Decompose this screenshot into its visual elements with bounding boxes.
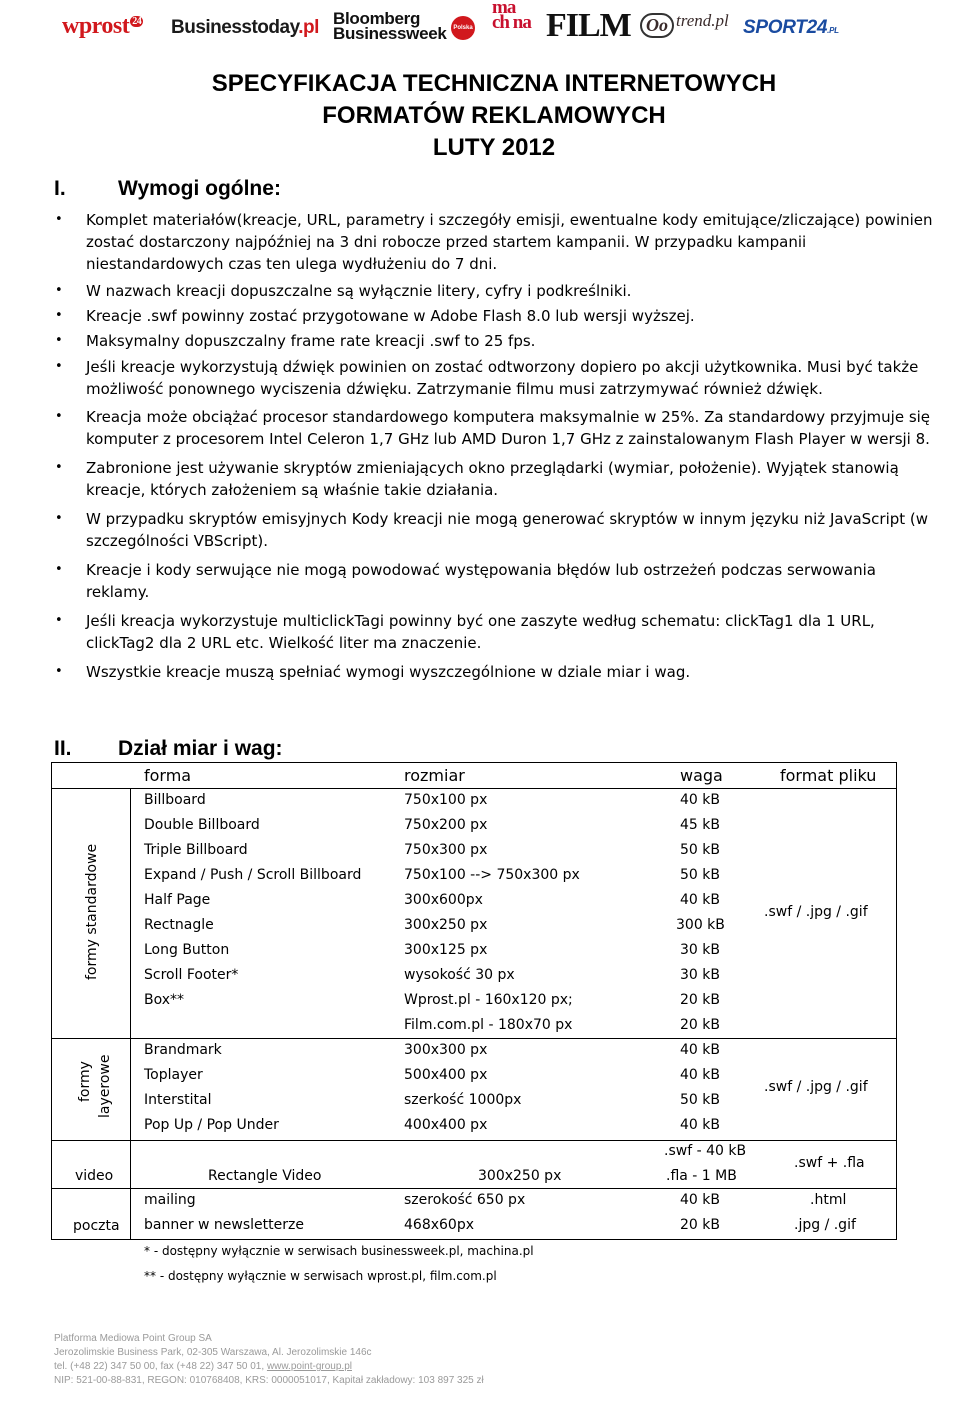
businesstoday-logo-text: Businesstoday — [171, 17, 299, 38]
table-cell-waga: 20 kB — [680, 992, 720, 1008]
bloomberg-logo-line1: Bloomberg — [333, 9, 421, 28]
table-border-left — [51, 762, 52, 1240]
company-footer — [54, 1332, 484, 1388]
table-cell-rozmiar: 750x100 px — [404, 792, 488, 808]
header-waga: waga — [680, 766, 723, 785]
table-cell-waga: 40 kB — [680, 1042, 720, 1058]
table-cell-waga: 40 kB — [680, 1192, 720, 1208]
section-1-title: Wymogi ogólne: — [118, 177, 281, 200]
table-cell-waga: 30 kB — [680, 967, 720, 983]
table-cell-rozmiar: 300x250 px — [404, 917, 488, 933]
wprost-logo-text: wprost — [62, 13, 130, 39]
table-cell-forma: Rectangle Video — [208, 1168, 322, 1184]
table-cell-rozmiar: 750x100 --> 750x300 px — [404, 867, 580, 883]
table-cell-rozmiar: szerkość 1000px — [404, 1092, 522, 1108]
businesstoday-logo-tld: .pl — [298, 17, 319, 38]
header-rozmiar: rozmiar — [404, 766, 465, 785]
group-label-video: video — [75, 1168, 114, 1184]
table-cell-waga: 50 kB — [680, 1092, 720, 1108]
wprost-logo-badge: 24 — [132, 16, 142, 27]
group-column-divider — [130, 788, 131, 1240]
title-line-2: FORMATÓW REKLAMOWYCH — [322, 102, 666, 129]
table-cell-rozmiar: Film.com.pl - 180x70 px — [404, 1017, 573, 1033]
table-cell-forma: Billboard — [144, 792, 206, 808]
table-cell-waga: 20 kB — [680, 1217, 720, 1233]
group-divider-video — [51, 1140, 897, 1141]
table-cell-rozmiar: 400x400 px — [404, 1117, 488, 1133]
group-divider-poczta — [51, 1188, 897, 1189]
footnote-2: ** - dostępny wyłącznie w serwisach wprost.pl, film.com.pl — [144, 1269, 497, 1283]
table-cell-format: .html — [810, 1192, 847, 1208]
table-cell-rozmiar: 300x300 px — [404, 1042, 488, 1058]
footer-phone-fax: tel. (+48 22) 347 50 00, fax (+48 22) 347 50 01, — [54, 1361, 267, 1372]
table-cell-forma: Box** — [144, 992, 185, 1008]
table-cell-rozmiar: szerokość 650 px — [404, 1192, 526, 1208]
table-cell-rozmiar: 300x600px — [404, 892, 483, 908]
sport24-logo-tld: .PL — [827, 26, 839, 35]
table-cell-forma: Double Billboard — [144, 817, 260, 833]
table-border-top — [51, 762, 897, 763]
table-cell-forma: banner w newsletterze — [144, 1217, 304, 1233]
requirement-item: • Zabronione jest używanie skryptów zmieniających okno przeglądarki (wymiar, położenie). Wyjątek stanowią kreacje, których założeniem są właśnie takie działania. — [54, 457, 934, 501]
section-1-number: I. — [54, 177, 66, 200]
table-cell-format-video: .swf + .fla — [794, 1155, 865, 1171]
requirement-item: • W nazwach kreacji dopuszczalne są wyłącznie litery, cyfry i podkreślniki. — [54, 280, 934, 302]
group-divider-layer — [51, 1038, 897, 1039]
table-cell-waga: 50 kB — [680, 867, 720, 883]
table-cell-forma: mailing — [144, 1192, 196, 1208]
group-label-standard: formy standardowe — [84, 843, 100, 980]
table-cell-rozmiar: 500x400 px — [404, 1067, 488, 1083]
table-cell-forma: Scroll Footer* — [144, 967, 239, 983]
table-cell-rozmiar: 300x125 px — [404, 942, 488, 958]
table-cell-forma: Triple Billboard — [144, 842, 248, 858]
footer-address: Jerozolimskie Business Park, 02-305 Warszawa, Al. Jerozolimskie 146c — [54, 1347, 372, 1358]
table-cell-format-standard: .swf / .jpg / .gif — [764, 904, 868, 920]
requirement-item: • Wszystkie kreacje muszą spełniać wymogi wyszczególnione w dziale miar i wag. — [54, 661, 934, 683]
requirement-item: • Jeśli kreacja wykorzystuje multiclickTagi powinny być one zaszyte według schematu: clickTag1 dla 1 URL, clickTag2 dla 2 URL etc. Wielkość liter ma znaczenie. — [54, 610, 934, 654]
table-cell-waga: .fla - 1 MB — [666, 1168, 737, 1184]
table-cell-rozmiar: 750x300 px — [404, 842, 488, 858]
requirement-item: • Maksymalny dopuszczalny frame rate kreacji .swf to 25 fps. — [54, 330, 934, 352]
table-cell-waga: 300 kB — [676, 917, 725, 933]
table-cell-waga: 20 kB — [680, 1017, 720, 1033]
table-cell-waga: .swf - 40 kB — [664, 1143, 747, 1159]
requirement-item: • Kreacje .swf powinny zostać przygotowane w Adobe Flash 8.0 lub wersji wyższej. — [54, 305, 934, 327]
sport24-logo-text: SPORT24 — [743, 17, 828, 38]
table-cell-waga: 40 kB — [680, 892, 720, 908]
film-logo: FILM — [546, 7, 631, 44]
section-2-number: II. — [54, 737, 72, 760]
table-border-bottom — [51, 1239, 897, 1240]
table-border-right — [896, 762, 897, 1240]
table-cell-forma: Brandmark — [144, 1042, 222, 1058]
group-label-layer-2: layerowe — [97, 1054, 113, 1118]
table-cell-waga: 40 kB — [680, 1117, 720, 1133]
table-cell-waga: 50 kB — [680, 842, 720, 858]
requirement-item: • W przypadku skryptów emisyjnych Kody kreacji nie mogą generować skryptów w innym języku niż JavaScript (w szczególności VBScript). — [54, 508, 934, 552]
requirement-item: • Jeśli kreacje wykorzystują dźwięk powinien on zostać odtworzony dopiero po akcji użytkownika. Musi być także możliwość ponownego wyciszenia dźwięku. Zatrzymanie filmu musi zatrzymywać również dźwięk. — [54, 356, 934, 400]
group-label-poczta: poczta — [73, 1218, 120, 1234]
requirement-item: • Kreacja może obciążać procesor standardowego komputera maksymalnie w 25%. Za standardowy przyjmuje się komputer z procesorem Intel Celeron 1,7 GHz lub AMD Duron 1,7 GHz z zainstalowanym Flash Player w wersji 8. — [54, 406, 934, 450]
table-cell-waga: 30 kB — [680, 942, 720, 958]
header-divider — [51, 788, 897, 789]
footer-company-name: Platforma Mediowa Point Group SA — [54, 1333, 212, 1344]
footer-contact — [54, 1360, 484, 1374]
table-cell-rozmiar: 468x60px — [404, 1217, 474, 1233]
table-cell-rozmiar: wysokość 30 px — [404, 967, 515, 983]
table-cell-forma: Interstital — [144, 1092, 212, 1108]
table-cell-rozmiar: Wprost.pl - 160x120 px; — [404, 992, 573, 1008]
trend-logo-text: trend.pl — [676, 11, 729, 30]
table-cell-waga: 40 kB — [680, 1067, 720, 1083]
table-cell-forma: Half Page — [144, 892, 211, 908]
title-line-1: SPECYFIKACJA TECHNICZNA INTERNETOWYCH — [211, 70, 777, 97]
table-cell-format: .jpg / .gif — [794, 1217, 856, 1233]
group-label-layer-1: formy — [77, 1061, 93, 1102]
table-cell-forma: Long Button — [144, 942, 230, 958]
bloomberg-logo-line2: Businessweek — [333, 24, 447, 43]
table-cell-forma: Expand / Push / Scroll Billboard — [144, 867, 362, 883]
footer-registration: NIP: 521-00-88-831, REGON: 010768408, KRS: 0000051017, Kapitał zakładowy: 103 897 325 zł — [54, 1375, 484, 1386]
machina-logo: ma ch na — [492, 0, 531, 33]
table-cell-format-layer: .swf / .jpg / .gif — [764, 1079, 868, 1095]
header-format-pliku: format pliku — [780, 766, 877, 785]
requirement-item: • Kreacje i kody serwujące nie mogą powodować występowania błędów lub ostrzeżeń podczas serwowania reklamy. — [54, 559, 934, 603]
section-2-title: Dział miar i wag: — [118, 737, 283, 760]
trend-logo-mark: Oo — [640, 13, 674, 38]
table-cell-waga: 40 kB — [680, 792, 720, 808]
table-cell-forma: Rectnagle — [144, 917, 214, 933]
table-cell-rozmiar: 300x250 px — [478, 1168, 562, 1184]
table-cell-forma: Pop Up / Pop Under — [144, 1117, 279, 1133]
table-cell-rozmiar: 750x200 px — [404, 817, 488, 833]
footnote-1: * - dostępny wyłącznie w serwisach businessweek.pl, machina.pl — [144, 1244, 534, 1258]
table-cell-waga: 45 kB — [680, 817, 720, 833]
title-line-3: LUTY 2012 — [432, 134, 556, 161]
bloomberg-polska-badge: Polska — [451, 16, 475, 40]
header-forma: forma — [144, 766, 192, 785]
footer-website-link[interactable]: www.point-group.pl — [266, 1361, 352, 1372]
requirement-item: • Komplet materiałów(kreacje, URL, parametry i szczegóły emisji, ewentualne kody emitujące/zliczające) powinien zostać dostarczony najpóźniej na 3 dni robocze przed startem kampanii. W przypadku kampanii niestandardowych czas ten ulega wydłużeniu do 7 dni. — [54, 209, 934, 275]
table-cell-forma: Toplayer — [144, 1067, 203, 1083]
